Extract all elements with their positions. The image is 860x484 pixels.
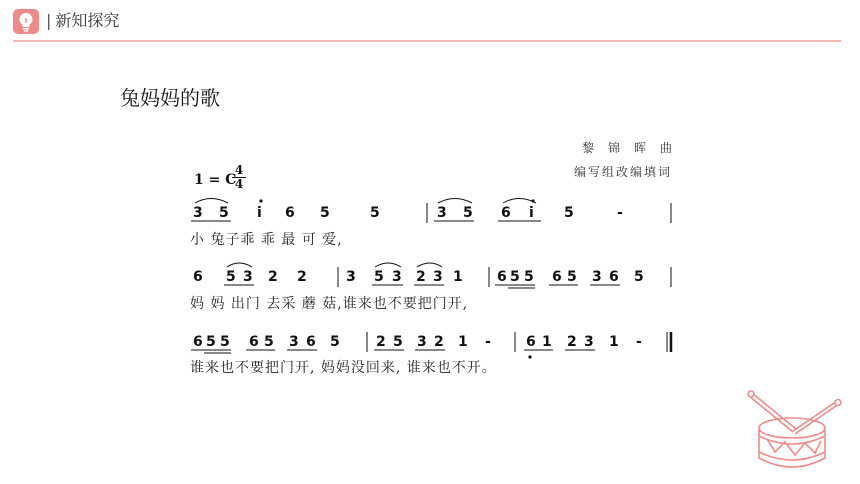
- note: 2: [434, 334, 444, 350]
- score-line-3: [190, 332, 671, 376]
- dash: -: [636, 334, 642, 350]
- note: 1: [609, 334, 619, 350]
- note: 1: [458, 334, 468, 350]
- note: 5: [634, 269, 644, 285]
- note: 6: [501, 205, 511, 221]
- note: 3: [289, 334, 299, 350]
- slur: [438, 199, 472, 204]
- note: 3: [584, 334, 594, 350]
- note: 5: [219, 205, 229, 221]
- note: 3: [346, 269, 356, 285]
- note: 6: [609, 269, 619, 285]
- note: 5: [226, 269, 236, 285]
- note: 6: [285, 205, 295, 221]
- lyricist-credit: 编写组改编填词: [573, 165, 672, 179]
- dash: -: [617, 205, 623, 221]
- slur: [503, 199, 536, 204]
- lyrics-line-2: 妈 妈 出门 去采 蘑 菇,谁来也不要把门开,: [190, 296, 469, 312]
- song-title: 兔妈妈的歌: [120, 86, 220, 110]
- dash: -: [485, 334, 491, 350]
- note: 6: [497, 269, 507, 285]
- note: 3: [592, 269, 602, 285]
- note: 5: [330, 334, 340, 350]
- note: 6: [193, 269, 203, 285]
- note: 2: [416, 269, 426, 285]
- slur: [227, 263, 252, 267]
- score-line-1: [190, 199, 671, 249]
- slur: [417, 263, 442, 267]
- note: 5: [393, 334, 403, 350]
- note: i: [529, 205, 534, 221]
- time-signature-top: 4: [234, 163, 244, 177]
- key-signature: 1 = C: [194, 172, 237, 188]
- lyrics-line-1: 小 兔子乖 乖 最 可 爱,: [190, 232, 343, 248]
- note: 3: [392, 269, 402, 285]
- note: 6: [249, 334, 259, 350]
- note: 5: [320, 205, 330, 221]
- section-title: | 新知探究: [46, 11, 120, 30]
- note: 2: [297, 269, 307, 285]
- note: 3: [433, 269, 443, 285]
- note: 5: [567, 269, 577, 285]
- low-octave-dot: [528, 355, 531, 358]
- note: 5: [370, 205, 380, 221]
- note: 3: [417, 334, 427, 350]
- note: 6: [526, 334, 536, 350]
- note: 5: [264, 334, 274, 350]
- note: 2: [567, 334, 577, 350]
- note: i: [257, 205, 262, 221]
- note: 5: [374, 269, 384, 285]
- note: 3: [243, 269, 253, 285]
- note: 5: [206, 334, 216, 350]
- note: 1: [542, 334, 552, 350]
- composer-credit: 黎锦晖曲: [581, 141, 686, 155]
- note: 5: [510, 269, 520, 285]
- note: 3: [437, 205, 447, 221]
- note: 5: [524, 269, 534, 285]
- note: 5: [220, 334, 230, 350]
- note: 5: [463, 205, 473, 221]
- note: 2: [376, 334, 386, 350]
- note: 6: [552, 269, 562, 285]
- section-title-text: 新知探究: [55, 11, 120, 30]
- drum-icon: [745, 390, 845, 478]
- note: 6: [306, 334, 316, 350]
- note: 6: [193, 334, 203, 350]
- note: 3: [193, 205, 203, 221]
- lyrics-line-3: 谁来也不要把门开, 妈妈没回来, 谁来也不开。: [190, 360, 497, 376]
- slur: [375, 263, 401, 267]
- slur: [195, 199, 228, 204]
- high-octave-dot: [259, 199, 262, 202]
- note: 5: [564, 205, 574, 221]
- score-line-2: [190, 263, 671, 312]
- note: 2: [268, 269, 278, 285]
- note: 1: [453, 269, 463, 285]
- time-signature-bottom: 4: [234, 177, 244, 191]
